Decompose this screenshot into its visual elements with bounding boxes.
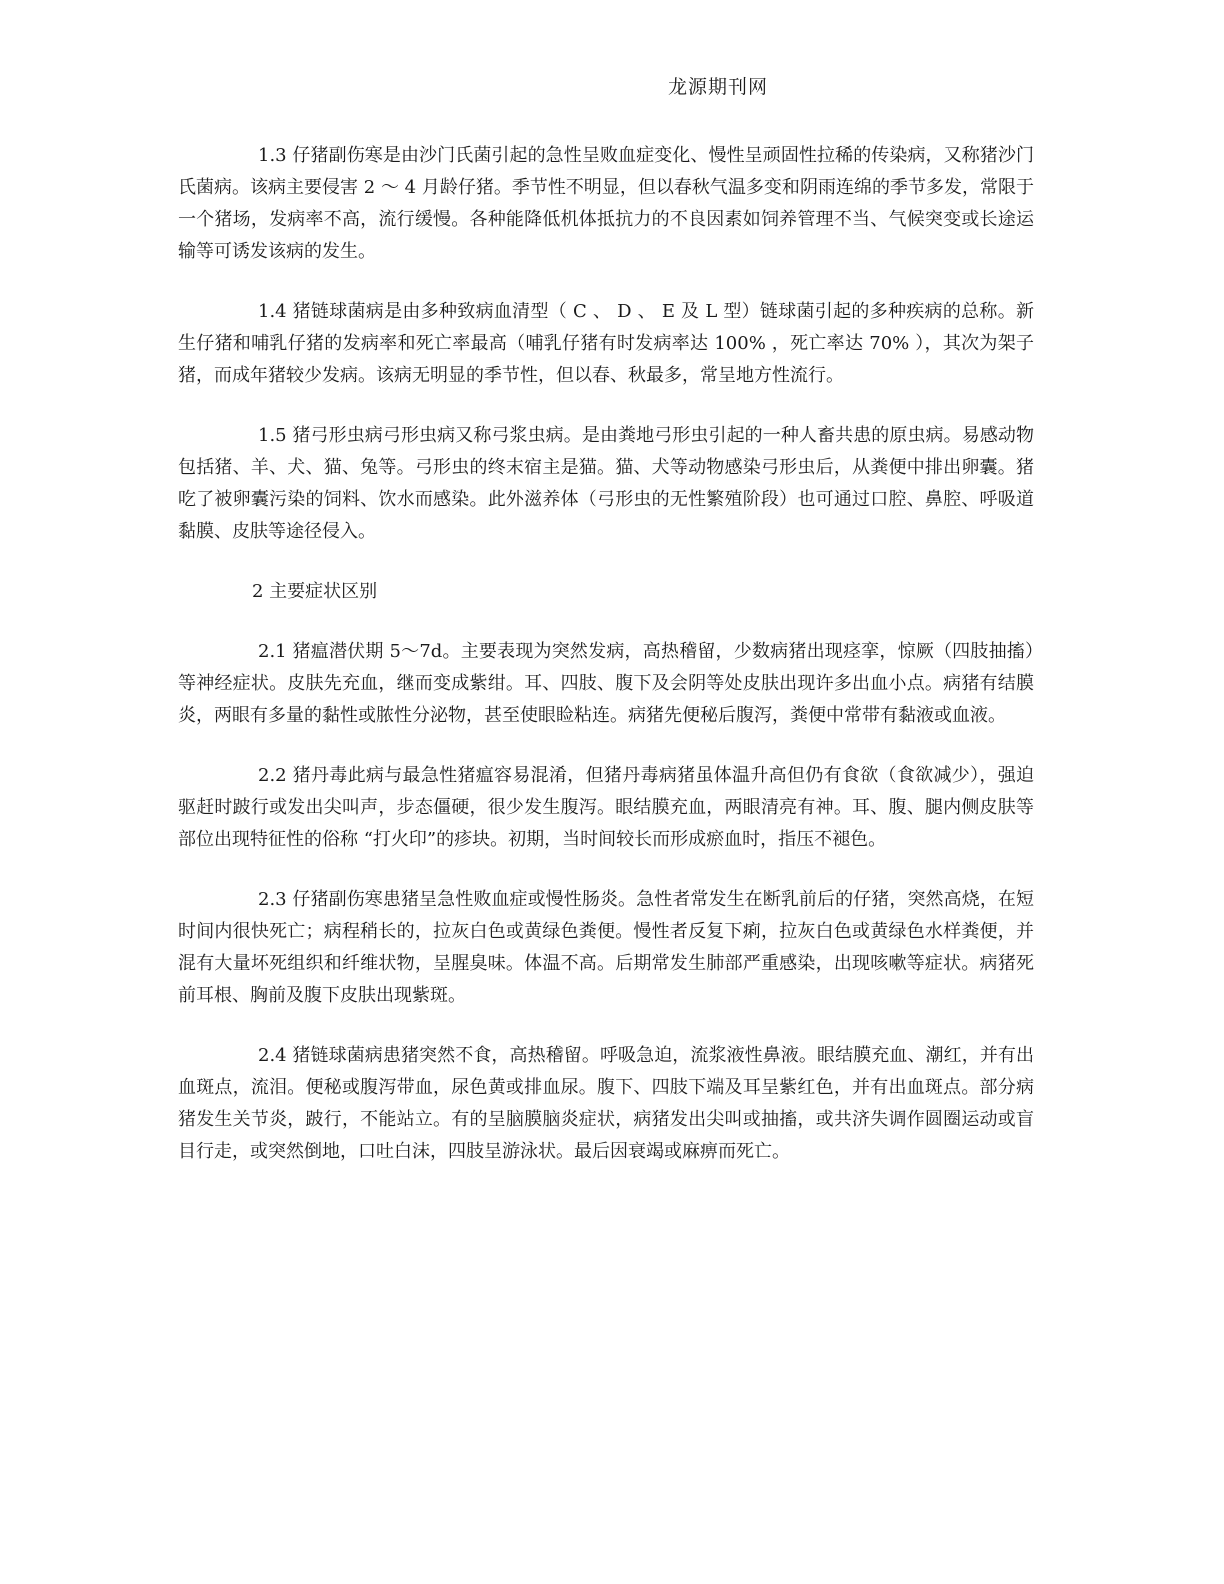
page-header-site-name: 龙源期刊网 — [668, 76, 769, 98]
paragraph-2-3-paratyphoid-symptoms: 2.3 仔猪副伤寒患猪呈急性败血症或慢性肠炎。急性者常发生在断乳前后的仔猪，突然高烧，在短时间内很快死亡；病程稍长的，拉灰白色或黄绿色粪便。慢性者反复下痢，拉灰白色或黄绿色水样粪便，并混有大量坏死组织和纤维状物，呈腥臭味。体温不高。后期常发生肺部严重感染，出现咳嗽等症状。病猪死前耳根、胸前及腹下皮肤出现紫斑。 — [178, 889, 1034, 1006]
paragraph-1-3-swine-paratyphoid: 1.3 仔猪副伤寒是由沙门氏菌引起的急性呈败血症变化、慢性呈顽固性拉稀的传染病，又称猪沙门氏菌病。该病主要侵害 2 ～ 4 月龄仔猪。季节性不明显，但以春秋气温多变和阴雨连绵的季节多发，常限于一个猪场，发病率不高，流行缓慢。各种能降低机体抵抗力的不良因素如饲养管理不当、气候突变或长途运输等可诱发该病的发生。 — [178, 145, 1034, 262]
article-body — [178, 140, 1034, 1196]
paragraph-2-4-streptococcosis-symptoms: 2.4 猪链球菌病患猪突然不食，高热稽留。呼吸急迫，流浆液性鼻液。眼结膜充血、潮红，并有出血斑点，流泪。便秘或腹泻带血，尿色黄或排血尿。腹下、四肢下端及耳呈紫红色，并有出血斑点。部分病猪发生关节炎，跛行，不能站立。有的呈脑膜脑炎症状，病猪发出尖叫或抽搐，或共济失调作圆圈运动或盲目行走，或突然倒地，口吐白沫，四肢呈游泳状。最后因衰竭或麻痹而死亡。 — [178, 1045, 1034, 1162]
paragraph-2-1-swine-fever: 2.1 猪瘟潜伏期 5～7d。主要表现为突然发病，高热稽留，少数病猪出现痉挛，惊厥（四肢抽搐）等神经症状。皮肤先充血，继而变成紫绀。耳、四肢、腹下及会阴等处皮肤出现许多出血小点。病猪有结膜炎，两眼有多量的黏性或脓性分泌物，甚至使眼睑粘连。病猪先便秘后腹泻，粪便中常带有黏液或血液。 — [178, 641, 1034, 726]
paragraph-2-2-erysipelas: 2.2 猪丹毒此病与最急性猪瘟容易混淆，但猪丹毒病猪虽体温升高但仍有食欲（食欲减少），强迫驱赶时跛行或发出尖叫声，步态僵硬，很少发生腹泻。眼结膜充血，两眼清亮有神。耳、腹、腿内侧皮肤等部位出现特征性的俗称 “打火印”的疹块。初期，当时间较长而形成瘀血时，指压不褪色。 — [178, 765, 1034, 850]
section-heading-symptoms: 2 主要症状区别 — [252, 581, 378, 602]
paragraph-1-4-streptococcosis: 1.4 猪链球菌病是由多种致病血清型（ C 、 D 、 E 及 L 型）链球菌引起的多种疾病的总称。新生仔猪和哺乳仔猪的发病率和死亡率最高（哺乳仔猪有时发病率达 100% ，死亡率达 70% ），其次为架子猪，而成年猪较少发病。该病无明显的季节性，但以春、秋最多，常呈地方性流行。 — [178, 301, 1034, 386]
paragraph-1-5-toxoplasmosis: 1.5 猪弓形虫病弓形虫病又称弓浆虫病。是由粪地弓形虫引起的一种人畜共患的原虫病。易感动物包括猪、羊、犬、猫、兔等。弓形虫的终末宿主是猫。猫、犬等动物感染弓形虫后，从粪便中排出卵囊。猪吃了被卵囊污染的饲料、饮水而感染。此外滋养体（弓形虫的无性繁殖阶段）也可通过口腔、鼻腔、呼吸道黏膜、皮肤等途径侵入。 — [178, 425, 1034, 542]
